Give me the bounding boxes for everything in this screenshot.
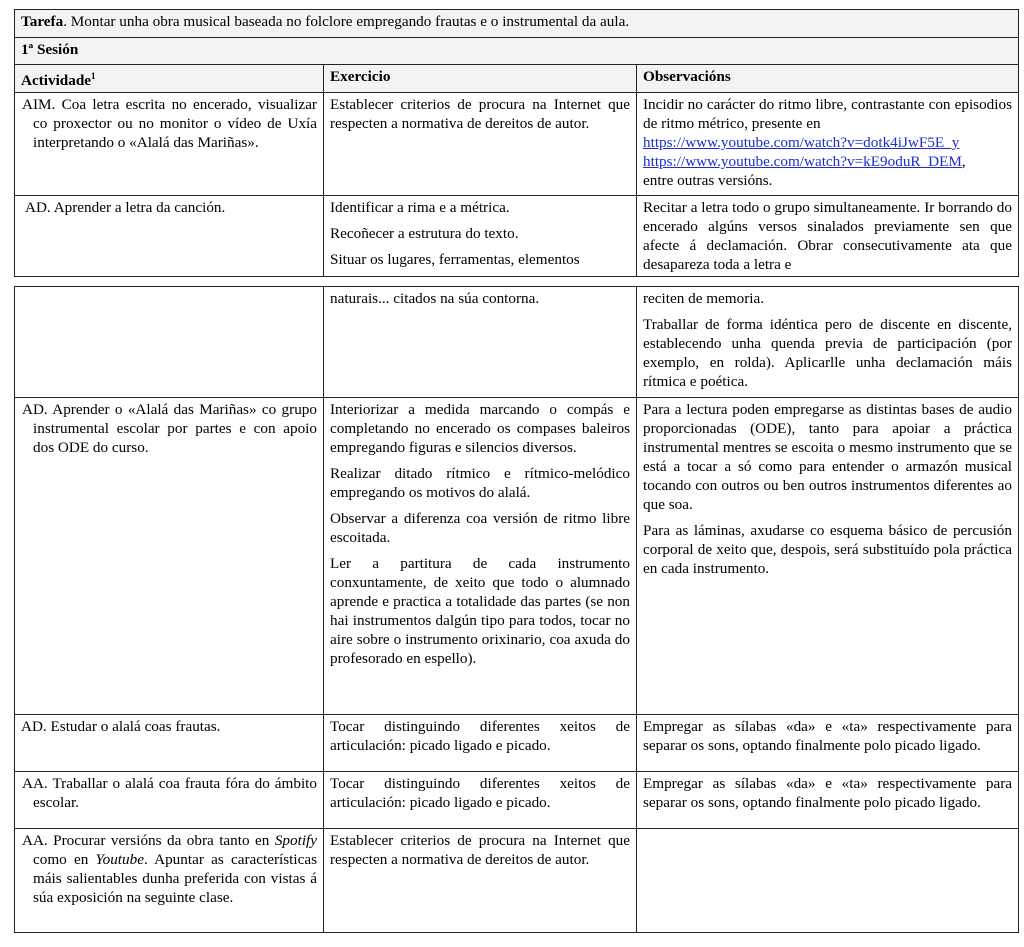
session-row xyxy=(15,38,1019,65)
table-row xyxy=(15,829,1019,933)
activity-text: AA. Procurar versións da obra tanto en xyxy=(22,832,275,849)
observation-text: Empregar as sílabas «da» e «ta» respectivamente para separar os sons, optando finalmente polo picado ligado. xyxy=(643,775,1012,811)
activity-text: . Apuntar as características máis salientables dunha preferida con vistas á súa exposición na seguinte clase. xyxy=(33,851,317,906)
task-cell xyxy=(15,10,1019,38)
exercise-cell xyxy=(324,287,637,398)
task-label: Tarefa xyxy=(21,13,64,30)
task-row xyxy=(15,10,1019,38)
youtube-link-1[interactable]: https://www.youtube.com/watch?v=dotk4iJwF5E_y xyxy=(643,134,960,152)
exercise-text: naturais... citados na súa contorna. xyxy=(330,290,540,307)
footnote-marker: 1 xyxy=(91,71,96,81)
exercise-text: Ler a partitura de cada instrumento conxuntamente, de xeito que todo o alumnado aprende e practica a totalidade das partes (se non hai instrumentos dalgún tipo para todos, tocar no aire sobre o instrumento orixinario, coa axuda do profesorado en espello). xyxy=(330,555,630,667)
exercise-cell xyxy=(324,715,637,772)
table-row xyxy=(15,715,1019,772)
activity-cell: AD. Aprender a letra da canción. xyxy=(15,196,324,277)
spotify-name: Spotify xyxy=(274,832,317,849)
exercise-cell xyxy=(324,772,637,829)
exercise-cell xyxy=(324,398,637,715)
observations-cell xyxy=(637,287,1019,398)
column-header-activity xyxy=(15,65,324,93)
activity-cell: AD. Aprender o «Alalá das Mariñas» co grupo instrumental escolar por partes e con apoio dos ODE do curso. xyxy=(15,398,324,715)
activity-cell: AIM. Coa letra escrita no encerado, visualizar co proxector ou no monitor o vídeo de Uxía interpretando o «Alalá das Mariñas». xyxy=(15,93,324,196)
task-text: . Montar unha obra musical baseada no folclore empregando frautas e o instrumental da aula. xyxy=(63,13,630,30)
observations-cell xyxy=(637,398,1019,715)
exercise-cell xyxy=(324,93,637,196)
table-row xyxy=(15,196,1019,277)
observations-cell xyxy=(637,772,1019,829)
table-row xyxy=(15,287,1019,398)
session-title: 1ª Sesión xyxy=(15,38,1019,65)
activity-cell: AD. Estudar o alalá coas frautas. xyxy=(15,715,324,772)
exercise-text: Tocar distinguindo diferentes xeitos de articulación: picado ligado e picado. xyxy=(330,775,630,811)
exercise-text: Interiorizar a medida marcando o compás e completando no encerado os compases baleiros empregando figuras e silencios diversos. xyxy=(330,401,630,456)
activities-table-part-1 xyxy=(14,9,1019,277)
observations-cell: Incidir no carácter do ritmo libre, contrastante con episodios de ritmo métrico, presente en https://www.youtube.com/watch?v=dotk4iJwF5E_y https://www.youtube.com/watch?v=kE9oduR_DEM, entre outras versións. xyxy=(637,93,1019,196)
exercise-text: Tocar distinguindo diferentes xeitos de articulación: picado ligado e picado. xyxy=(330,718,630,754)
activity-cell: AA. Traballar o alalá coa frauta fóra do ámbito escolar. xyxy=(15,772,324,829)
observation-text: Recitar a letra todo o grupo simultaneamente. Ir borrando do encerado algúns versos sinalados previamente sen que afecte á declamación. Obrar consecutivamente ata que desapareza toda a letra e xyxy=(643,199,1012,274)
column-header-row xyxy=(15,65,1019,93)
column-header-exercise: Exercicio xyxy=(324,65,637,93)
table-row xyxy=(15,93,1019,196)
observation-text: Empregar as sílabas «da» e «ta» respectivamente para separar os sons, optando finalmente polo picado ligado. xyxy=(643,718,1012,754)
table-row xyxy=(15,772,1019,829)
table-row xyxy=(15,398,1019,715)
exercise-cell xyxy=(324,829,637,933)
observation-text: reciten de memoria. xyxy=(643,290,765,307)
activity-text: como en xyxy=(33,851,96,868)
activity-cell xyxy=(15,829,324,933)
exercise-text: Recoñecer a estrutura do texto. xyxy=(330,225,519,243)
observations-cell xyxy=(637,715,1019,772)
activity-cell xyxy=(15,287,324,398)
exercise-text: Realizar ditado rítmico e rítmico-melódico empregando os motivos do alalá. xyxy=(330,465,630,501)
exercise-text: Identificar a rima e a métrica. xyxy=(330,199,510,217)
exercise-text: Observar a diferenza coa versión de ritmo libre escoitada. xyxy=(330,510,630,546)
youtube-name: Youtube xyxy=(95,851,144,868)
column-header-activity-label: Actividade xyxy=(21,72,92,90)
observation-text: Traballar de forma idéntica pero de discente en discente, establecendo unha quenda previa de participación (por exemplo, en rolda). Aplicarlle unha declamación máis rítmica e poética. xyxy=(643,316,1012,390)
observation-text: Para a lectura poden empregarse as distintas bases de audio proporcionadas (ODE), tanto para apoiar a práctica instrumental mentres se escoita o mesmo instrumento que se está a tocar a só como para entender o armazón musical tocando con outros ou ben outros instrumentos diferentes ao que soa. xyxy=(643,401,1012,513)
observation-text: Incidir no carácter do ritmo libre, contrastante con episodios de ritmo métrico, presente en xyxy=(643,96,1012,133)
observation-tail: entre outras versións. xyxy=(643,172,773,190)
activities-table-part-2 xyxy=(14,286,1019,933)
youtube-link-2[interactable]: https://www.youtube.com/watch?v=kE9oduR_DEM xyxy=(643,153,962,171)
exercise-text: Establecer criterios de procura na Internet que respecten a normativa de dereitos de autor. xyxy=(330,96,630,133)
exercise-text: Establecer criterios de procura na Internet que respecten a normativa de dereitos de autor. xyxy=(330,832,630,868)
observations-cell xyxy=(637,196,1019,277)
observation-text: Para as láminas, axudarse co esquema básico de percusión corporal de xeito que, despois, será substituído pola práctica en cada instrumento. xyxy=(643,522,1012,577)
exercise-text: Situar os lugares, ferramentas, elementos xyxy=(330,251,580,269)
observations-cell xyxy=(637,829,1019,933)
exercise-cell xyxy=(324,196,637,277)
column-header-observations: Observacións xyxy=(637,65,1019,93)
